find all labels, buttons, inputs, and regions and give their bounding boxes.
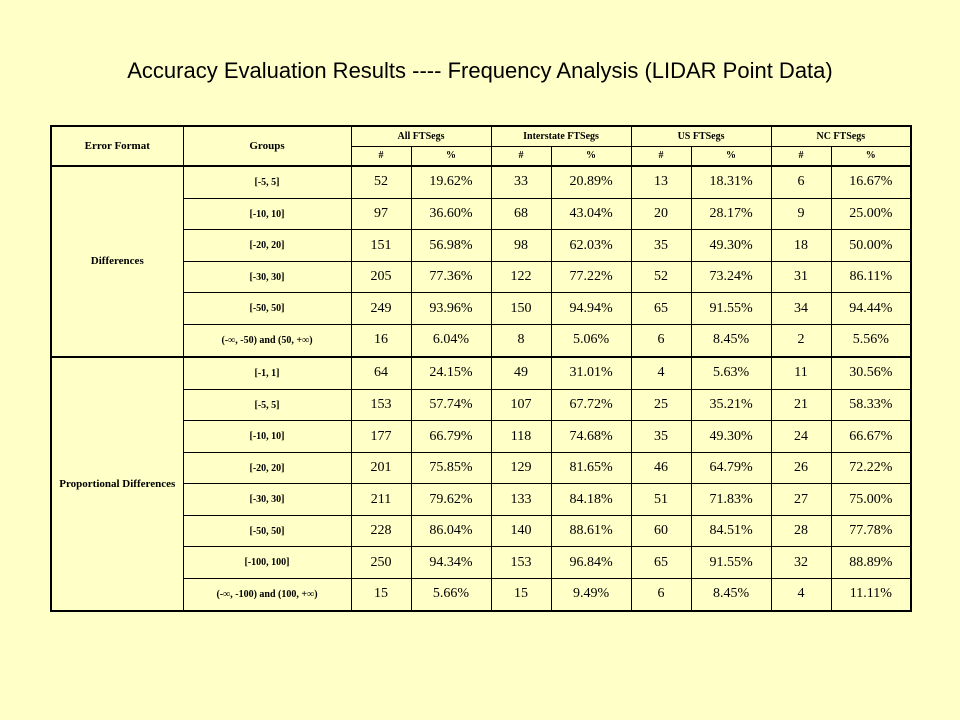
count-cell: 13 — [631, 166, 691, 198]
column-header: Interstate FTSegs — [491, 126, 631, 146]
count-cell: 31 — [771, 261, 831, 293]
percent-cell: 56.98% — [411, 230, 491, 262]
percent-cell: 50.00% — [831, 230, 911, 262]
percent-cell: 62.03% — [551, 230, 631, 262]
column-header: NC FTSegs — [771, 126, 911, 146]
count-cell: 4 — [771, 578, 831, 611]
group-cell: [-100, 100] — [183, 547, 351, 579]
count-cell: 52 — [631, 261, 691, 293]
count-cell: 68 — [491, 198, 551, 230]
count-cell: 8 — [491, 325, 551, 357]
count-header: # — [491, 146, 551, 166]
percent-cell: 16.67% — [831, 166, 911, 198]
groups-header: Groups — [183, 126, 351, 166]
group-cell: [-20, 20] — [183, 452, 351, 484]
count-cell: 107 — [491, 389, 551, 421]
percent-cell: 11.11% — [831, 578, 911, 611]
percent-cell: 86.04% — [411, 515, 491, 547]
count-cell: 64 — [351, 357, 411, 389]
count-cell: 32 — [771, 547, 831, 579]
percent-cell: 25.00% — [831, 198, 911, 230]
percent-cell: 35.21% — [691, 389, 771, 421]
group-cell: [-10, 10] — [183, 421, 351, 453]
percent-cell: 5.66% — [411, 578, 491, 611]
count-cell: 6 — [631, 578, 691, 611]
count-cell: 211 — [351, 484, 411, 516]
group-cell: [-1, 1] — [183, 357, 351, 389]
percent-cell: 30.56% — [831, 357, 911, 389]
error-format-cell: Differences — [51, 166, 183, 357]
count-cell: 65 — [631, 293, 691, 325]
percent-cell: 74.68% — [551, 421, 631, 453]
percent-cell: 71.83% — [691, 484, 771, 516]
count-cell: 15 — [491, 578, 551, 611]
column-header: All FTSegs — [351, 126, 491, 146]
percent-cell: 64.79% — [691, 452, 771, 484]
percent-cell: 66.79% — [411, 421, 491, 453]
percent-header: % — [691, 146, 771, 166]
count-cell: 201 — [351, 452, 411, 484]
percent-cell: 49.30% — [691, 230, 771, 262]
percent-cell: 31.01% — [551, 357, 631, 389]
percent-cell: 79.62% — [411, 484, 491, 516]
count-cell: 6 — [771, 166, 831, 198]
percent-cell: 94.94% — [551, 293, 631, 325]
results-table — [50, 125, 912, 612]
percent-cell: 57.74% — [411, 389, 491, 421]
percent-cell: 19.62% — [411, 166, 491, 198]
count-cell: 177 — [351, 421, 411, 453]
count-cell: 4 — [631, 357, 691, 389]
percent-cell: 88.89% — [831, 547, 911, 579]
table-row — [51, 357, 911, 389]
percent-cell: 9.49% — [551, 578, 631, 611]
percent-cell: 5.06% — [551, 325, 631, 357]
group-cell: [-5, 5] — [183, 166, 351, 198]
percent-cell: 77.22% — [551, 261, 631, 293]
percent-cell: 84.18% — [551, 484, 631, 516]
count-cell: 34 — [771, 293, 831, 325]
count-cell: 33 — [491, 166, 551, 198]
group-cell: [-30, 30] — [183, 484, 351, 516]
count-cell: 98 — [491, 230, 551, 262]
count-cell: 18 — [771, 230, 831, 262]
percent-cell: 18.31% — [691, 166, 771, 198]
percent-cell: 8.45% — [691, 578, 771, 611]
count-cell: 52 — [351, 166, 411, 198]
count-cell: 65 — [631, 547, 691, 579]
count-cell: 97 — [351, 198, 411, 230]
percent-cell: 91.55% — [691, 547, 771, 579]
count-cell: 6 — [631, 325, 691, 357]
group-cell: [-10, 10] — [183, 198, 351, 230]
count-header: # — [771, 146, 831, 166]
table-row — [51, 166, 911, 198]
count-cell: 133 — [491, 484, 551, 516]
percent-cell: 84.51% — [691, 515, 771, 547]
count-cell: 150 — [491, 293, 551, 325]
percent-cell: 28.17% — [691, 198, 771, 230]
count-cell: 153 — [351, 389, 411, 421]
percent-header: % — [551, 146, 631, 166]
count-cell: 228 — [351, 515, 411, 547]
percent-header: % — [411, 146, 491, 166]
percent-cell: 20.89% — [551, 166, 631, 198]
count-cell: 21 — [771, 389, 831, 421]
percent-cell: 75.00% — [831, 484, 911, 516]
percent-cell: 24.15% — [411, 357, 491, 389]
count-cell: 205 — [351, 261, 411, 293]
percent-cell: 94.34% — [411, 547, 491, 579]
percent-header: % — [831, 146, 911, 166]
percent-cell: 81.65% — [551, 452, 631, 484]
count-cell: 24 — [771, 421, 831, 453]
count-cell: 35 — [631, 421, 691, 453]
percent-cell: 91.55% — [691, 293, 771, 325]
percent-cell: 96.84% — [551, 547, 631, 579]
group-cell: [-50, 50] — [183, 293, 351, 325]
group-cell: [-50, 50] — [183, 515, 351, 547]
count-cell: 15 — [351, 578, 411, 611]
percent-cell: 8.45% — [691, 325, 771, 357]
percent-cell: 94.44% — [831, 293, 911, 325]
percent-cell: 75.85% — [411, 452, 491, 484]
percent-cell: 5.56% — [831, 325, 911, 357]
count-cell: 25 — [631, 389, 691, 421]
column-header: US FTSegs — [631, 126, 771, 146]
header-row — [51, 126, 911, 146]
percent-cell: 86.11% — [831, 261, 911, 293]
count-cell: 46 — [631, 452, 691, 484]
percent-cell: 77.36% — [411, 261, 491, 293]
percent-cell: 77.78% — [831, 515, 911, 547]
percent-cell: 66.67% — [831, 421, 911, 453]
count-header: # — [631, 146, 691, 166]
percent-cell: 72.22% — [831, 452, 911, 484]
group-cell: (-∞, -50) and (50, +∞) — [183, 325, 351, 357]
count-cell: 2 — [771, 325, 831, 357]
count-cell: 16 — [351, 325, 411, 357]
count-cell: 11 — [771, 357, 831, 389]
count-cell: 49 — [491, 357, 551, 389]
count-header: # — [351, 146, 411, 166]
count-cell: 250 — [351, 547, 411, 579]
page-title: Accuracy Evaluation Results ---- Frequency Analysis (LIDAR Point Data) — [127, 58, 833, 83]
percent-cell: 5.63% — [691, 357, 771, 389]
percent-cell: 49.30% — [691, 421, 771, 453]
count-cell: 20 — [631, 198, 691, 230]
count-cell: 249 — [351, 293, 411, 325]
count-cell: 27 — [771, 484, 831, 516]
count-cell: 51 — [631, 484, 691, 516]
group-cell: (-∞, -100) and (100, +∞) — [183, 578, 351, 611]
percent-cell: 67.72% — [551, 389, 631, 421]
count-cell: 118 — [491, 421, 551, 453]
count-cell: 9 — [771, 198, 831, 230]
count-cell: 60 — [631, 515, 691, 547]
count-cell: 122 — [491, 261, 551, 293]
percent-cell: 36.60% — [411, 198, 491, 230]
group-cell: [-5, 5] — [183, 389, 351, 421]
count-cell: 35 — [631, 230, 691, 262]
percent-cell: 73.24% — [691, 261, 771, 293]
count-cell: 26 — [771, 452, 831, 484]
count-cell: 151 — [351, 230, 411, 262]
error-format-header: Error Format — [51, 126, 183, 166]
percent-cell: 58.33% — [831, 389, 911, 421]
percent-cell: 6.04% — [411, 325, 491, 357]
percent-cell: 43.04% — [551, 198, 631, 230]
group-cell: [-20, 20] — [183, 230, 351, 262]
count-cell: 153 — [491, 547, 551, 579]
percent-cell: 93.96% — [411, 293, 491, 325]
count-cell: 140 — [491, 515, 551, 547]
percent-cell: 88.61% — [551, 515, 631, 547]
group-cell: [-30, 30] — [183, 261, 351, 293]
count-cell: 129 — [491, 452, 551, 484]
error-format-cell: Proportional Differences — [51, 357, 183, 611]
count-cell: 28 — [771, 515, 831, 547]
